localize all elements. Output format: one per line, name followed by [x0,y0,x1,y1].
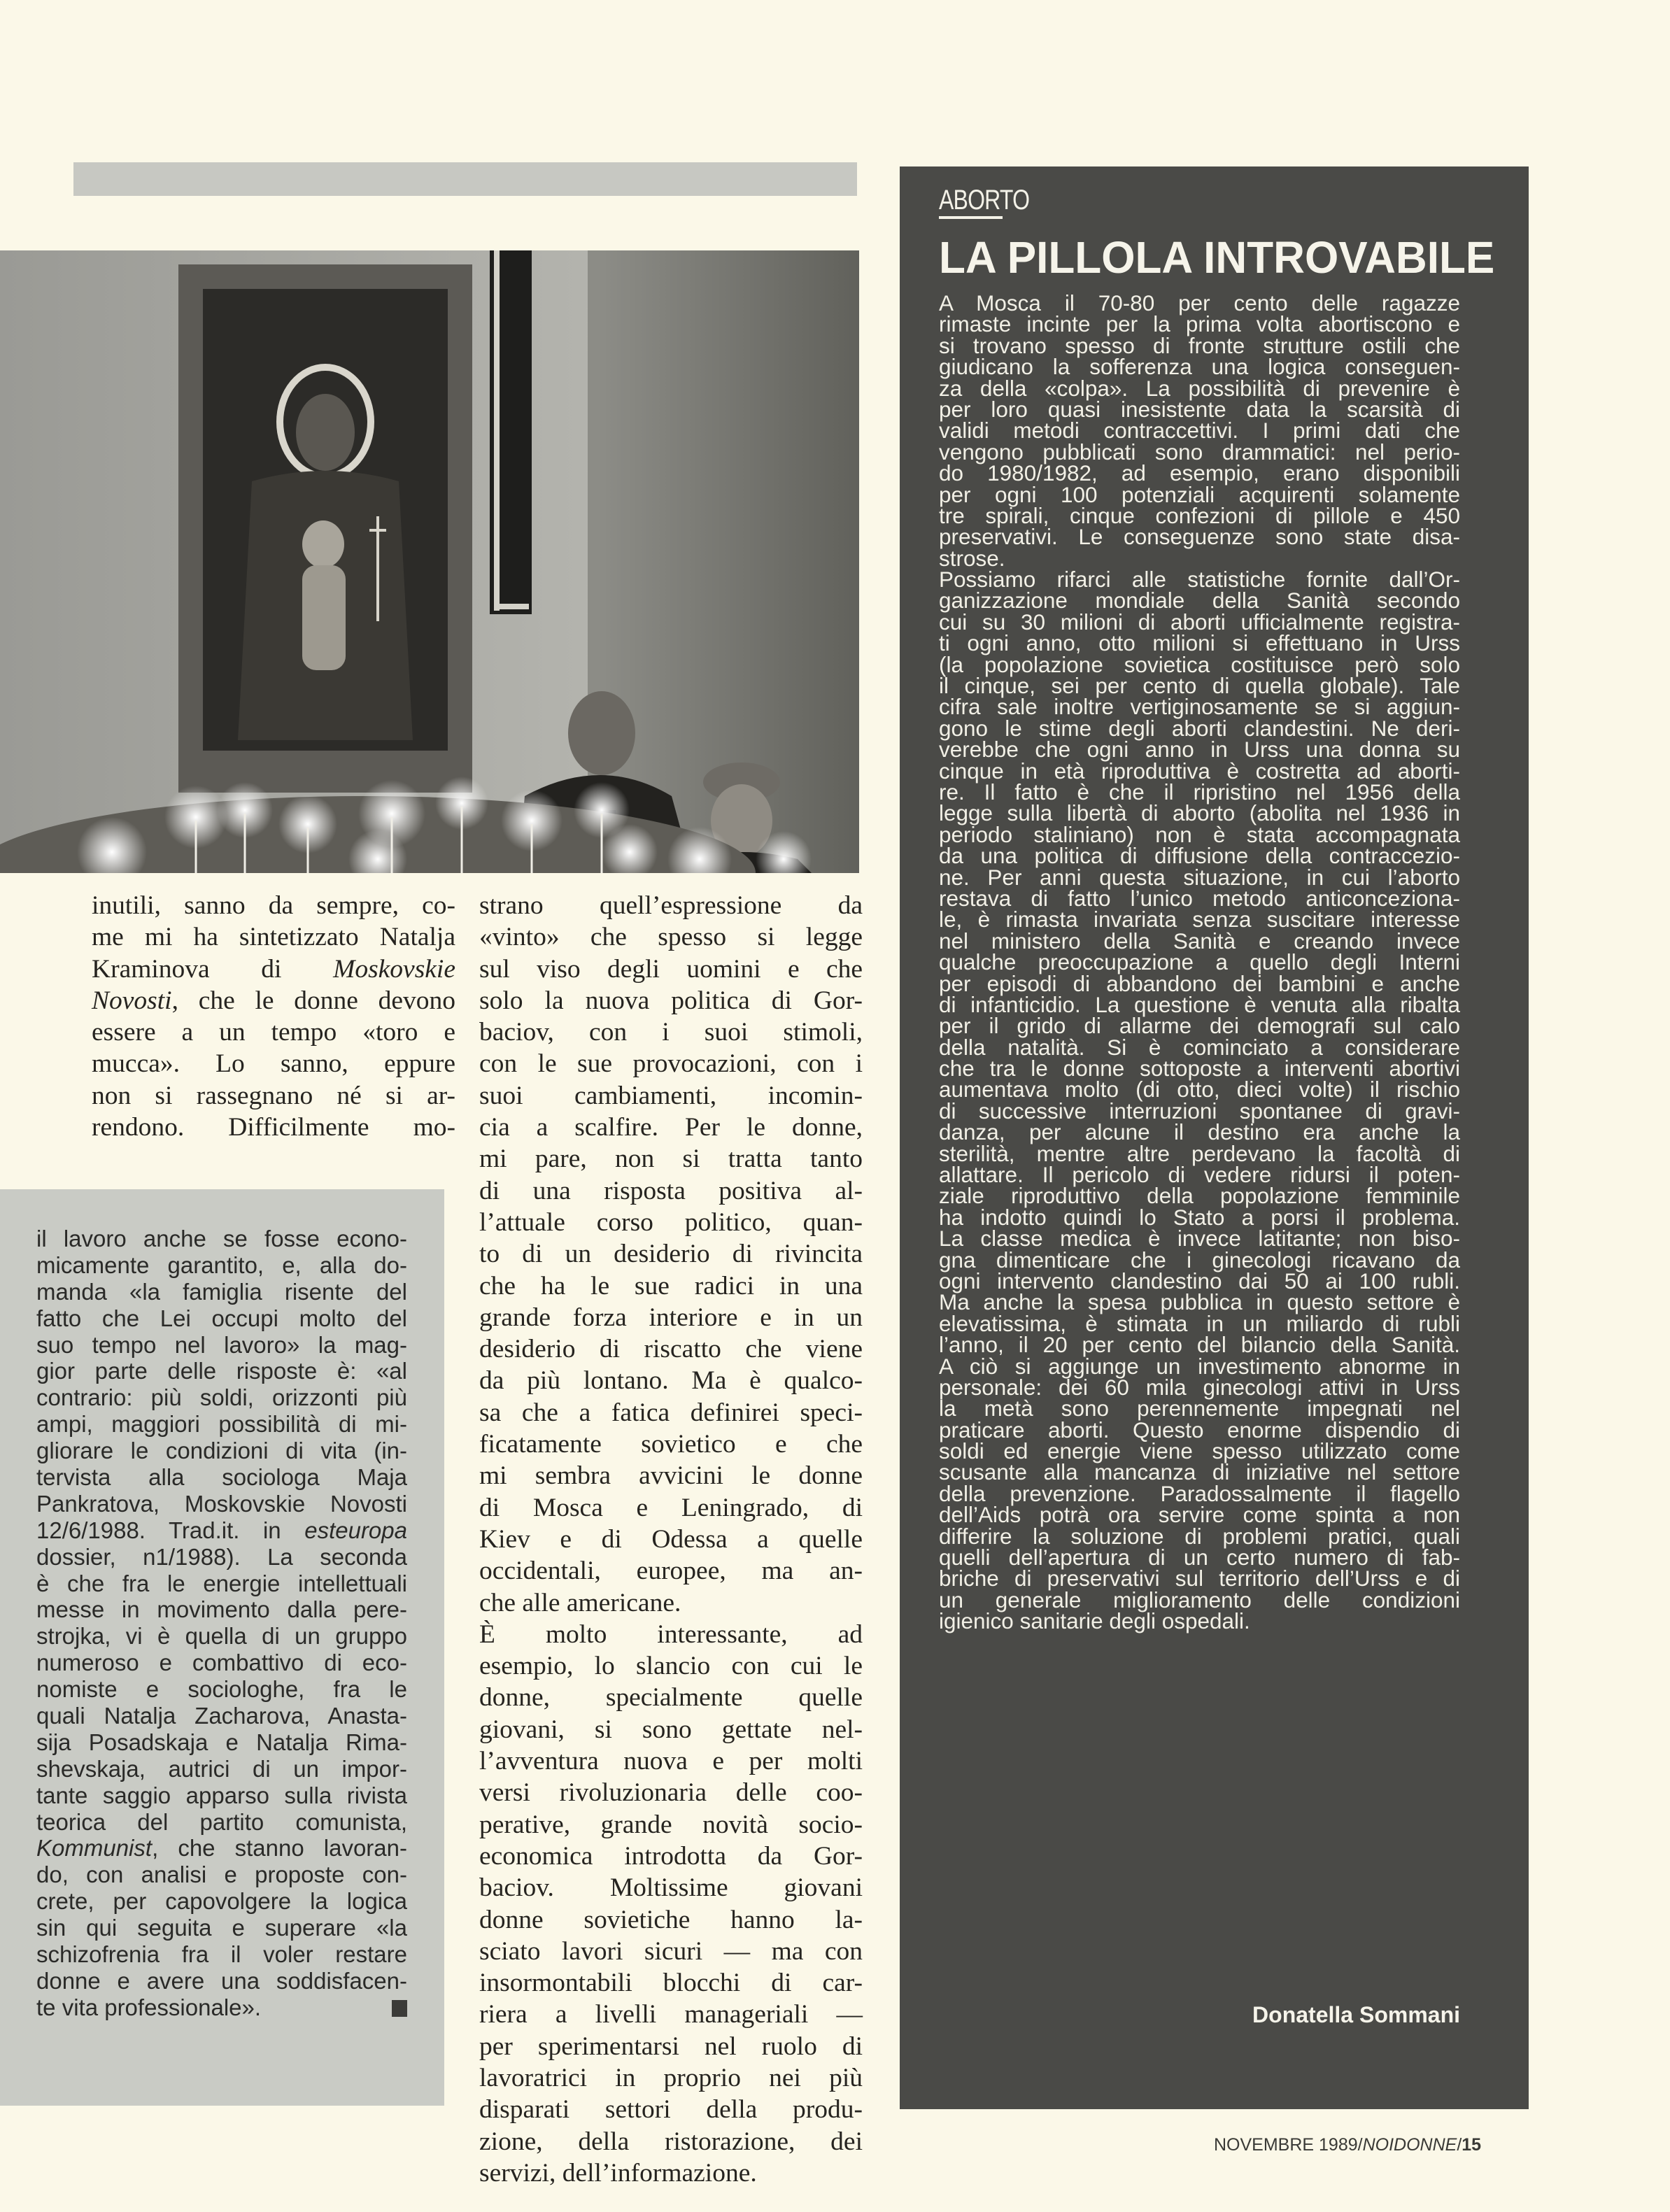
text-line: della natalità. Si è cominciato a considerare [939,1034,1460,1060]
text-line: sterilità, mentre altre perdevano la facoltà di [939,1140,1460,1166]
page-folio [1214,2135,1481,2155]
text-line: di infanticidio. La questione è venuta alla ribalta [939,991,1460,1017]
text-line: dell’Aids potrà ora servire come spinta a non [939,1502,1460,1528]
text-line: tante saggio apparso sulla rivista [36,1782,407,1808]
text-line: disparati settori della produ- [479,2095,863,2125]
text-line: re. Il fatto è che il ripristino nel 1956 della [939,779,1460,804]
text-line: (la popolazione sovietica costituisce però solo [939,651,1460,677]
text-line: validi metodi contraccettivi. I primi dati che [939,418,1460,444]
text-line: di Mosca e Leningrado, di [479,1493,863,1522]
italic-title: esteuropa [304,1517,407,1543]
text-line: inutili, sanno da sempre, co- [92,891,455,920]
text-line: za della «colpa». La possibilità di prevenire è [939,375,1460,401]
text-line: giovani, si sono gettate nel- [479,1715,863,1744]
page-number: 15 [1462,2135,1482,2155]
text-line: ganizzazione mondiale della Sanità secondo [939,588,1460,614]
text-line: mucca». Lo sanno, eppure [92,1049,455,1079]
text-line: Possiamo rifarci alle statistiche fornite dall’Or- [939,567,1460,593]
text-line: il cinque, sei per cento di quella globale). Tale [939,673,1460,699]
text-line: l’anno, il 20 per cento del bilancio della Sanità. [939,1332,1460,1358]
end-of-article-square-icon [392,2000,407,2017]
text-line: per il grido di allarme dei demografi sul calo [939,1013,1460,1039]
text-line: gior parte delle risposte è: «al [36,1358,407,1384]
text-line: nomiste e sociologhe, fra le [36,1676,407,1703]
text-line: scusante alla mancanza di iniziative nel settore [939,1459,1460,1485]
text-line: essere a un tempo «toro e [92,1018,455,1047]
text-line: verebbe che ogni anno in Urss una donna su [939,737,1460,763]
text-line: donne e avere una soddisfacen- [36,1967,407,1994]
text-line: cifra sale inoltre vertiginosamente se si aggiun- [939,694,1460,720]
text-line: tre spirali, cinque confezioni di pillole e 450 [939,502,1460,528]
text-line: donne, specialmente quelle [479,1683,863,1713]
text-line: lavoratrici in proprio nei più [479,2063,863,2092]
text-line: praticare aborti. Questo enorme dispendio di [939,1417,1460,1442]
text-line: perative, grande novità socio- [479,1810,863,1839]
article-photo [0,250,859,873]
text-line: rendono. Difficilmente mo- [92,1113,455,1142]
text-line: 12/6/1988. Trad.it. in esteuropa [36,1517,407,1543]
text-line: occidentali, europee, ma an- [479,1557,863,1586]
text-line: È molto interessante, ad [479,1619,863,1649]
text-line: legge sulla libertà di aborto (abolita nel 1936 in [939,800,1460,826]
sidebar-headline: LA PILLOLA INTROVABILE [939,232,1495,283]
text-line: si trovano spesso di fronte strutture ostili che [939,332,1460,358]
text-line: di una risposta positiva al- [479,1176,863,1205]
text-line: da più lontano. Ma è qualco- [479,1366,863,1396]
text-line: per ogni 100 potenziali acquirenti solamente [939,481,1460,507]
text-line: ha indotto quindi lo Stato a porsi il problema. [939,1204,1460,1230]
text-line: to di un desiderio di rivincita [479,1240,863,1269]
text-line: che ha le sue radici in una [479,1271,863,1300]
text-line: suoi cambiamenti, incomin- [479,1081,863,1110]
text-line: l’attuale corso politico, quan- [479,1207,863,1237]
text-line: briche di preservativi sul territorio dell’Urss e di [939,1566,1460,1591]
text-line: preservativi. Le conseguenze sono state disa- [939,524,1460,550]
text-line: dossier, n1/1988). La seconda [36,1543,407,1570]
text-line: A Mosca il 70-80 per cento delle ragazze [939,290,1460,316]
text-line: contrario: più soldi, orizzonti più [36,1384,407,1411]
sidebar-kicker: ABORTO [939,185,1030,215]
sidebar-body [939,292,1460,1632]
text-line: riera a livelli manageriali — [479,2000,863,2029]
text-line: te vita professionale». [36,1994,407,2021]
text-line: mi sembra avvicini le donne [479,1461,863,1491]
text-line: quelli dell’apertura di un certo numero di fab- [939,1545,1460,1571]
folio-date: NOVEMBRE 1989/ [1214,2135,1363,2155]
italic-title: Kommunist [36,1835,153,1862]
text-line: do, con analisi e proposte con- [36,1862,407,1888]
text-line: mi pare, non si tratta tanto [479,1144,863,1174]
text-line: aumentava molto (di otto, dieci volte) il rischio [939,1077,1460,1103]
text-line: è che fra le energie intellettuali [36,1570,407,1596]
text-line: zione, della ristorazione, dei [479,2127,863,2156]
text-line: gna dimenticare che i ginecologi ricavano da [939,1247,1460,1272]
text-line: sija Posadskaja e Natalja Rima- [36,1729,407,1755]
text-line: personale: dei 60 mila ginecologi attivi in Urss [939,1374,1460,1400]
folio-magazine: NOIDONNE [1362,2135,1457,2155]
text-line: «vinto» che spesso si legge [479,923,863,952]
text-line: non si rassegnano né si ar- [92,1081,455,1110]
text-line: Kiev e di Odessa a quelle [479,1524,863,1554]
text-line: do 1980/1982, ad esempio, erano disponibili [939,460,1460,486]
text-line: teorica del partito comunista, [36,1808,407,1835]
text-line: da una politica di diffusione della contraccezio- [939,843,1460,869]
text-line: che tra le donne sottoposte a interventi abortivi [939,1056,1460,1082]
text-line: me mi ha sintetizzato Natalja [92,923,455,952]
text-line: ogni intervento clandestino dai 50 ai 100 rubli. [939,1268,1460,1293]
text-line: baciov, con i suoi stimoli, [479,1018,863,1047]
text-line: con le sue provocazioni, con i [479,1049,863,1079]
text-line: elevatissima, è stimata in un miliardo di rubli [939,1310,1460,1336]
article-column-left [92,890,455,1143]
text-line: igienico sanitarie degli ospedali. [939,1608,1250,1634]
text-line: versi rivoluzionaria delle coo- [479,1778,863,1808]
text-line: le, è rimasta invariata senza suscitare interesse [939,907,1460,933]
text-line: giudicano la sofferenza una logica conseguen- [939,354,1460,380]
kicker-underline [939,216,1003,219]
text-line: numeroso e combattivo di eco- [36,1650,407,1676]
photo-illustration [0,250,859,873]
text-line: il lavoro anche se fosse econo- [36,1226,407,1252]
text-line: allattare. Il pericolo di vedere ridursi il poten- [939,1162,1460,1188]
text-line: esempio, lo slancio con cui le [479,1652,863,1681]
text-line [92,985,455,1016]
article-column-middle [479,890,863,2189]
text-line: shevskaja, autrici di un impor- [36,1755,407,1782]
text-line: sin qui seguita e superare «la [36,1915,407,1941]
text-fragment: Novosti, che le donne devono [92,986,455,1015]
text-line: restava di fatto l’unico metodo anticonceziona- [939,885,1460,911]
text-line: economica introdotta da Gor- [479,1841,863,1871]
text-line: sa che a fatica definirei speci- [479,1398,863,1427]
text-line: gliorare le condizioni di vita (in- [36,1438,407,1464]
text-line: ziale riproduttivo della popolazione femminile [939,1183,1460,1209]
text-line: cui su 30 milioni di aborti ufficialmente registra- [939,609,1460,634]
text-line: A ciò si aggiunge un investimento abnorme in [939,1353,1460,1379]
text-line: ti ogni anno, otto milioni si effettuano in Urss [939,630,1460,656]
text-line: soldi ed energie viene spesso utilizzato come [939,1438,1460,1464]
text-line: baciov. Moltissime giovani [479,1873,863,1903]
text-line: della prevenzione. Paradossalmente il flagello [939,1480,1460,1506]
italic-title: Novosti [92,986,172,1015]
text-line: micamente garantito, e, alla do- [36,1252,407,1278]
text-line: suo tempo nel lavoro» la mag- [36,1331,407,1358]
text-line: l’avventura nuova e per molti [479,1747,863,1776]
text-line: per loro quasi inesistente data la scarsità di [939,396,1460,422]
text-line: cinque in età riproduttiva è costretta ad aborti- [939,758,1460,784]
text-line: insormontabili blocchi di car- [479,1969,863,1998]
text-line: crete, per capovolgere la logica [36,1888,407,1915]
text-line: di successive interruzioni spontanee di gravi- [939,1098,1460,1123]
text-line: la metà sono perennemente impegnati nel [939,1396,1460,1422]
boxed-insert-text [36,1226,407,2021]
text-line: per episodi di abbandono dei bambini e anche [939,970,1460,996]
text-line: Kommunist, che stanno lavoran- [36,1835,407,1862]
text-line: cia a scalfire. Per le donne, [479,1113,863,1142]
decorative-gray-band [73,162,857,196]
text-line: La classe medica è invece latitante; non biso- [939,1226,1460,1252]
text-line: strose. [939,545,1005,571]
text-line: Ma anche la spesa pubblica in questo settore è [939,1289,1460,1315]
text-line: gono le stime degli aborti clandestini. Ne deri- [939,715,1460,741]
text-line: periodo staliniano) non è stata accompagnata [939,821,1460,847]
text-line: strano quell’espressione da [479,891,863,920]
text-line: ficatamente sovietico e che [479,1430,863,1459]
text-line: donne sovietiche hanno la- [479,1905,863,1934]
text-line: fatto che Lei occupi molto del [36,1305,407,1331]
text-line: per sperimentarsi nel ruolo di [479,2032,863,2061]
text-fragment: Kraminova di Moskovskie [92,954,455,984]
text-line: solo la nuova politica di Gor- [479,986,863,1015]
text-line: quali Natalja Zacharova, Anasta- [36,1703,407,1729]
folio-separator: / [1457,2135,1462,2155]
text-line: tervista alla sociologa Maja [36,1464,407,1491]
text-line: sul viso degli uomini e che [479,954,863,984]
text-line: Pankratova, Moskovskie Novosti [36,1490,407,1517]
text-line: schizofrenia fra il voler restare [36,1941,407,1968]
text-line: servizi, dell’informazione. [479,2158,757,2188]
text-line: strojka, vi è quella di un gruppo [36,1623,407,1650]
text-line [92,953,455,985]
text-line: danza, per alcune il destino era anche la [939,1119,1460,1145]
text-line: desiderio di riscatto che viene [479,1335,863,1364]
sidebar-byline: Donatella Sommani [1252,2002,1460,2027]
text-line: qualche preoccupazione a quello degli Interni [939,949,1460,975]
text-line: sciato lavori sicuri — ma con [479,1936,863,1966]
text-line: un generale miglioramento delle condizioni [939,1587,1460,1612]
text-line: ne. Per anni questa situazione, in cui l’aborto [939,864,1460,890]
text-line: manda «la famiglia risente del [36,1278,407,1305]
text-line: messe in movimento dalla pere- [36,1596,407,1623]
text-line: rimaste incinte per la prima volta abortiscono e [939,311,1460,337]
text-line: vengono pubblicati sono drammatici: nel perio- [939,439,1460,465]
italic-title: Moskovskie [333,954,455,984]
text-line: differire la soluzione di problemi pratici, quali [939,1523,1460,1549]
text-line: che alle americane. [479,1588,681,1617]
text-line: grande forza interiore e in un [479,1303,863,1332]
text-line: ampi, maggiori possibilità di mi- [36,1411,407,1438]
text-line: nel ministero della Sanità e creando invece [939,928,1460,953]
